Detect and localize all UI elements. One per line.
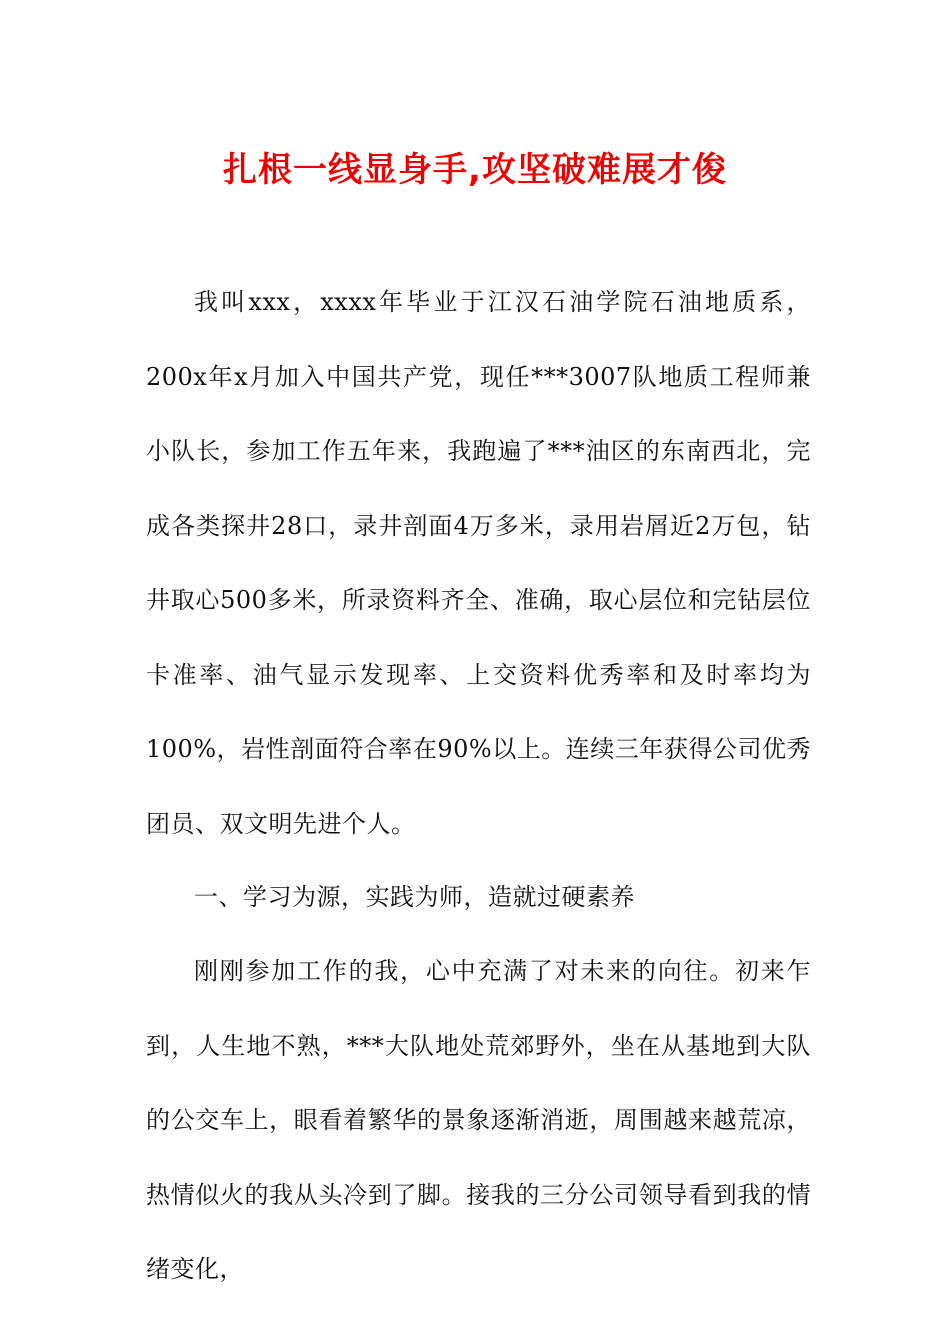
document-title: 扎根一线显身手,攻坚破难展才俊 (223, 150, 727, 190)
section-heading (146, 860, 811, 935)
paragraph-text: 刚刚参加工作的我，心中充满了对未来的向往。初来乍到，人生地不熟，***大队地处荒郊野外，坐在从基地到大队的公交车上，眼看着繁华的景象逐渐消逝，周围越来越荒凉，热情似火的我从头冷到了脚。接我的三分公司领导看到我的情绪变化， (146, 957, 811, 1283)
paragraph-text: 我叫xxx，xxxx年毕业于江汉石油学院石油地质系，200x年x月加入中国共产党，现任***3007队地质工程师兼小队长，参加工作五年来，我跑遍了***油区的东南西北，完成各类探井28口，录井剖面4万多米，录用岩屑近2万包，钻井取心500多米，所录资料齐全、准确，取心层位和完钻层位卡准率、油气显示发现率、上交资料优秀率和及时率均为100%，岩性剖面符合率在90%以上。连续三年获得公司优秀团员、双文明先进个人。 (146, 288, 811, 838)
paragraph-section-one (146, 934, 811, 1307)
section-heading-text: 一、学习为源，实践为师，造就过硬素养 (194, 883, 635, 911)
paragraph-intro (146, 265, 811, 861)
